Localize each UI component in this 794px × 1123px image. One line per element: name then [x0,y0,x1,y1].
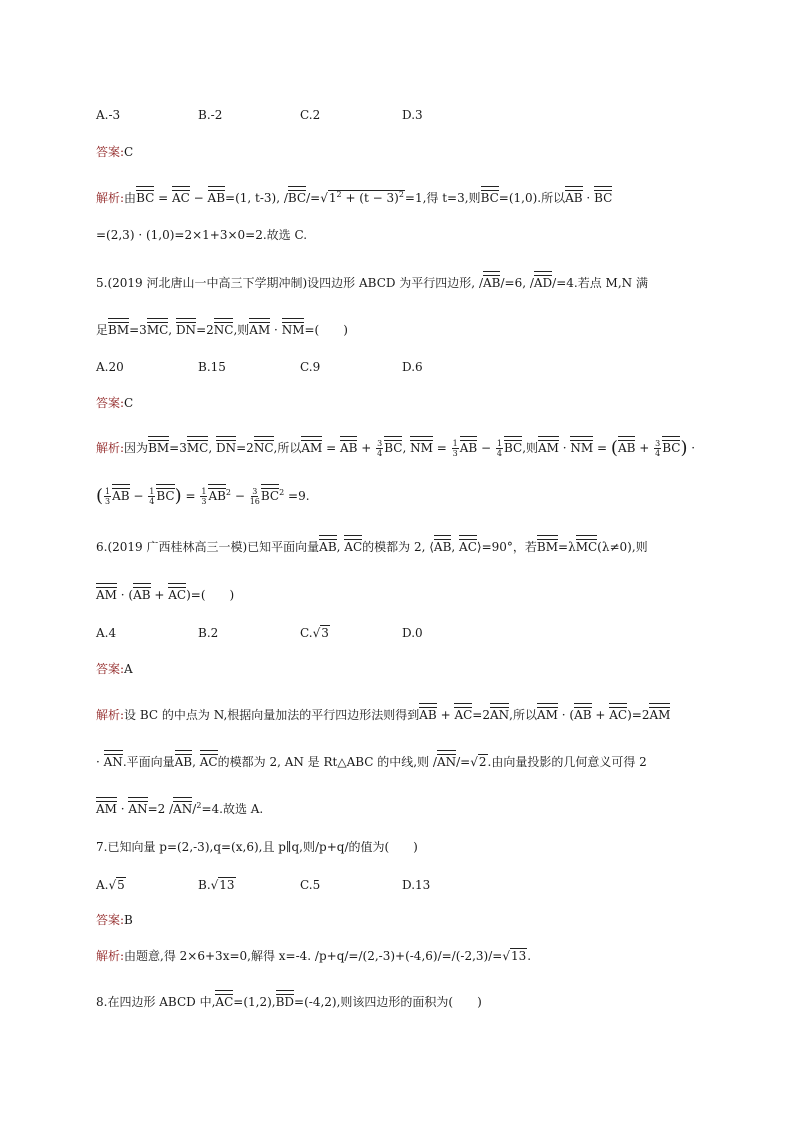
q5-option-d: D.6 [402,360,423,374]
q7-solution: 解析:由题意,得 2×6+3x=0,解得 x=-4. /p+q/=/(2,-3)+(-4,6)/=/(-2,3)/=√13. [96,949,532,963]
q5-options [96,358,710,376]
answer-value: C [124,396,134,410]
solution-label: 解析: [96,191,125,205]
solution-label: 解析: [96,949,125,963]
q6-options [96,624,710,642]
q7-option-b: B.√13 [198,878,235,892]
q8-stem: 8.在四边形 ABCD 中,AC=(1,2),BD=(-4,2),则该四边形的面积为( ) [96,990,710,1011]
q5-stem-line-2: 足BM=3MC, DN=2NC,则AM · NM=( ) [96,318,710,339]
q4-option-c: C.2 [300,108,321,122]
q4-option-d: D.3 [402,108,423,122]
q5-option-b: B.15 [198,360,226,374]
q4-solution-line-1: 解析:由BC = AC − AB=(1, t-3), $/BC/=√1^2 + (t - 3)^2=1$,得 t=3,则BC=(1,0).所以AB · BC [96,186,710,207]
answer-value: A [124,662,133,676]
q7-answer [96,911,710,929]
q6-option-d: D.0 [402,626,423,640]
q6-stem-line-1: 6.(2019 广西桂林高三一模)已知平面向量AB, AC的模都为 2, ⟨AB, AC⟩=90°，若BM=λMC(λ≠0),则 [96,535,710,556]
q6-option-c: C.√3 [300,626,329,640]
q7-option-c: C.5 [300,878,321,892]
q5-solution-line-1: 解析:因为BM=3MC, DN=2NC,所以AM = AB + $\frac{3}{4}$ BC, NM = $\frac{1}{3}$ AB − $\frac{1}{4}$ BC,则AM · NM = (AB + $\frac{3}{4}$ BC) · [96,437,696,459]
q7-option-d: D.13 [402,878,431,892]
q5-answer [96,394,710,412]
answer-value: B [124,913,133,927]
solution-label: 解析: [96,708,125,722]
q5-option-a: A.20 [96,360,124,374]
q6-solution-line-2: · AN.平面向量AB, AC的模都为 2, AN 是 Rt△ABC 的中线,则 /AN/=√2.由向量投影的几何意义可得 2 [96,750,710,771]
q6-option-a: A.4 [96,626,117,640]
q7-stem: 7.已知向量 p=(2,-3),q=(x,6),且 p∥q,则/p+q/的值为( ) [96,840,418,854]
q6-option-b: B.2 [198,626,219,640]
q6-solution-line-1: 解析:设 BC 的中点为 N,根据向量加法的平行四边形法则得到AB + AC=2AN,所以AM · (AB + AC)=2AM [96,703,710,724]
q6-answer [96,660,710,678]
q6-stem-line-2: AM · (AB + AC)=( ) [96,583,710,604]
q5-solution-line-2: ( $\frac{1}{3}$ AB − $\frac{1}{4}$ BC) = $\frac{1}{3}$ $AB^2$ − $\frac{3}{16}$ $BC^2 =9$. [96,485,310,507]
solution-label: 解析: [96,441,125,455]
answer-label: 答案: [96,913,125,927]
q5-option-c: C.9 [300,360,321,374]
q4-option-a: A.-3 [96,108,121,122]
q4-option-b: B.-2 [198,108,223,122]
answer-label: 答案: [96,145,125,159]
q4-answer [96,143,710,161]
answer-label: 答案: [96,662,125,676]
q7-options [96,876,710,894]
answer-value: C [124,145,134,159]
answer-label: 答案: [96,396,125,410]
q7-option-a: A.√5 [96,878,125,892]
q5-stem-line-1: 5.(2019 河北唐山一中高三下学期冲制)设四边形 ABCD 为平行四边形, /AB/=6, /AD/=4.若点 M,N 满 [96,271,710,292]
q6-solution-line-3: AM · AN=2 /AN/$^2$=4.故选 A. [96,797,710,818]
q4-options [96,106,710,124]
q4-solution-line-2: =(2,3) · (1,0)=2×1+3×0=2.故选 C. [96,228,308,242]
